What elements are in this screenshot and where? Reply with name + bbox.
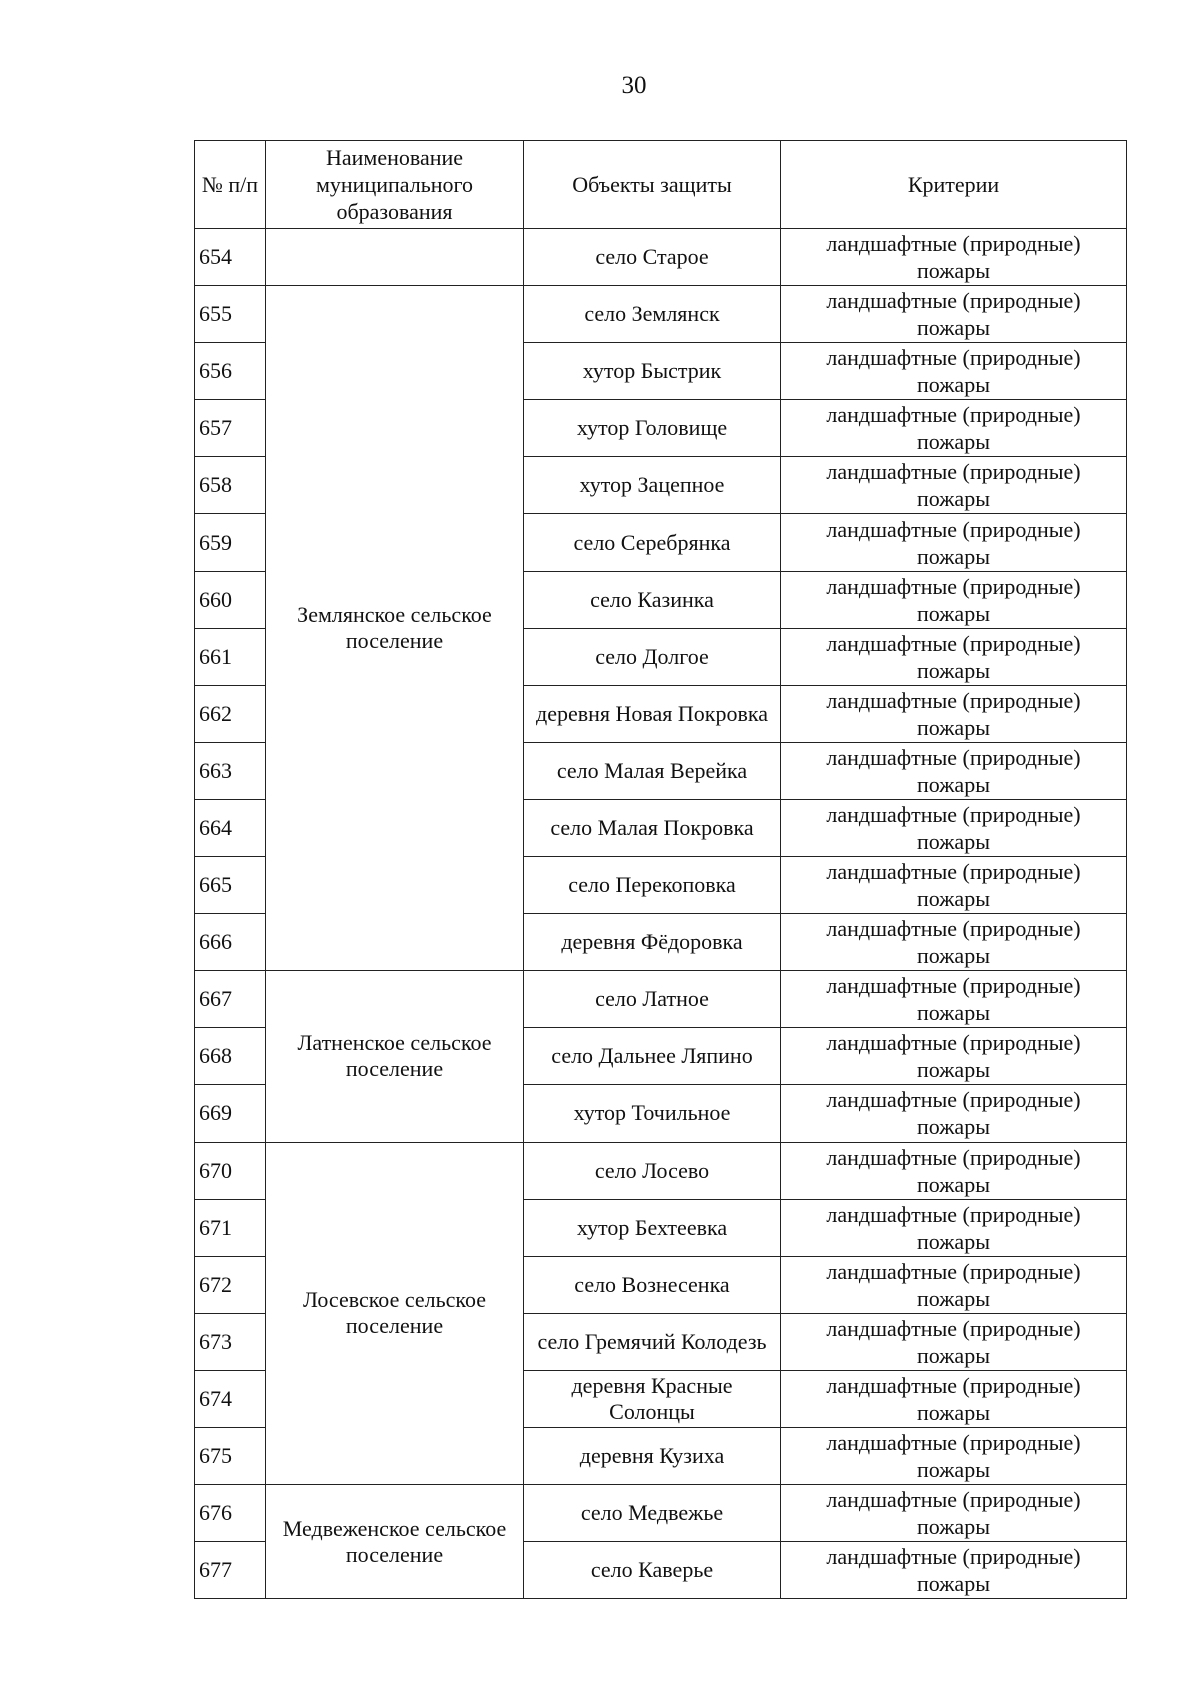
protection-object: село Каверье (524, 1542, 781, 1599)
criteria-line-2: пожары (917, 1457, 990, 1483)
table-row (195, 286, 1127, 343)
criteria-line-2: пожары (917, 1114, 990, 1140)
criteria-line-1: ландшафтные (природные) (826, 1430, 1081, 1456)
criteria-cell (781, 343, 1127, 400)
criteria-line-2: пожары (917, 771, 990, 797)
row-number: 670 (195, 1142, 266, 1199)
criteria-cell (781, 685, 1127, 742)
criteria-cell (781, 400, 1127, 457)
table-row (195, 229, 1127, 286)
protection-object: село Вознесенка (524, 1256, 781, 1313)
row-number: 665 (195, 857, 266, 914)
row-number: 677 (195, 1542, 266, 1599)
criteria-line-2: пожары (917, 657, 990, 683)
criteria-cell (781, 1256, 1127, 1313)
criteria-cell (781, 914, 1127, 971)
protection-object: деревня Новая Покровка (524, 685, 781, 742)
criteria-cell (781, 1142, 1127, 1199)
criteria-line-1: ландшафтные (природные) (826, 744, 1081, 770)
criteria-line-2: пожары (917, 486, 990, 512)
criteria-cell (781, 799, 1127, 856)
table-row (195, 1485, 1127, 1542)
criteria-line-1: ландшафтные (природные) (826, 973, 1081, 999)
criteria-line-1: ландшафтные (природные) (826, 516, 1081, 542)
protection-object: хутор Точильное (524, 1085, 781, 1142)
header-number: № п/п (195, 141, 266, 229)
protection-object: хутор Зацепное (524, 457, 781, 514)
criteria-line-1: ландшафтные (природные) (826, 288, 1081, 314)
criteria-line-2: пожары (917, 1057, 990, 1083)
protection-object: деревня Красные Солонцы (524, 1370, 781, 1427)
row-number: 675 (195, 1427, 266, 1484)
criteria-line-1: ландшафтные (природные) (826, 1315, 1081, 1341)
criteria-line-2: пожары (917, 372, 990, 398)
criteria-cell (781, 514, 1127, 571)
criteria-cell (781, 1370, 1127, 1427)
criteria-line-2: пожары (917, 714, 990, 740)
criteria-line-1: ландшафтные (природные) (826, 1372, 1081, 1398)
criteria-line-2: пожары (917, 258, 990, 284)
protection-object: село Старое (524, 229, 781, 286)
table-row (195, 1142, 1127, 1199)
criteria-line-1: ландшафтные (природные) (826, 801, 1081, 827)
criteria-line-1: ландшафтные (природные) (826, 630, 1081, 656)
row-number: 669 (195, 1085, 266, 1142)
criteria-line-2: пожары (917, 1000, 990, 1026)
municipality-name (266, 229, 524, 286)
page-number: 30 (621, 72, 647, 99)
row-number: 664 (195, 799, 266, 856)
criteria-line-1: ландшафтные (природные) (826, 687, 1081, 713)
row-number: 655 (195, 286, 266, 343)
protection-object: хутор Быстрик (524, 343, 781, 400)
criteria-line-2: пожары (917, 1228, 990, 1254)
row-number: 661 (195, 628, 266, 685)
municipality-name: Латненское сельское поселение (266, 971, 524, 1142)
row-number: 676 (195, 1485, 266, 1542)
criteria-cell (781, 571, 1127, 628)
criteria-cell (781, 1085, 1127, 1142)
protection-object: село Лосево (524, 1142, 781, 1199)
row-number: 659 (195, 514, 266, 571)
protection-object: село Казинка (524, 571, 781, 628)
criteria-line-2: пожары (917, 943, 990, 969)
criteria-line-2: пожары (917, 600, 990, 626)
criteria-line-1: ландшафтные (природные) (826, 1258, 1081, 1284)
row-number: 663 (195, 742, 266, 799)
criteria-line-2: пожары (917, 1571, 990, 1597)
row-number: 673 (195, 1313, 266, 1370)
criteria-line-1: ландшафтные (природные) (826, 231, 1081, 257)
criteria-line-2: пожары (917, 886, 990, 912)
criteria-cell (781, 1542, 1127, 1599)
criteria-line-2: пожары (917, 429, 990, 455)
criteria-cell (781, 1313, 1127, 1370)
criteria-line-1: ландшафтные (природные) (826, 573, 1081, 599)
protection-object: село Малая Покровка (524, 799, 781, 856)
criteria-line-1: ландшафтные (природные) (826, 1487, 1081, 1513)
municipality-name: Землянское сельское поселение (266, 286, 524, 971)
protection-object: село Малая Верейка (524, 742, 781, 799)
protection-object: село Перекоповка (524, 857, 781, 914)
row-number: 667 (195, 971, 266, 1028)
criteria-line-2: пожары (917, 543, 990, 569)
criteria-cell (781, 1485, 1127, 1542)
criteria-line-1: ландшафтные (природные) (826, 1544, 1081, 1570)
protection-object: хутор Головище (524, 400, 781, 457)
criteria-cell (781, 1028, 1127, 1085)
criteria-line-2: пожары (917, 1342, 990, 1368)
criteria-cell (781, 857, 1127, 914)
criteria-cell (781, 1427, 1127, 1484)
criteria-line-1: ландшафтные (природные) (826, 1201, 1081, 1227)
municipality-name: Лосевское сельское поселение (266, 1142, 524, 1485)
row-number: 657 (195, 400, 266, 457)
protection-object: село Медвежье (524, 1485, 781, 1542)
row-number: 662 (195, 685, 266, 742)
criteria-line-1: ландшафтные (природные) (826, 345, 1081, 371)
protection-object: село Серебрянка (524, 514, 781, 571)
protection-object: деревня Кузиха (524, 1427, 781, 1484)
protection-object: село Дальнее Ляпино (524, 1028, 781, 1085)
row-number: 654 (195, 229, 266, 286)
row-number: 656 (195, 343, 266, 400)
row-number: 674 (195, 1370, 266, 1427)
criteria-line-1: ландшафтные (природные) (826, 1087, 1081, 1113)
criteria-line-1: ландшафтные (природные) (826, 1144, 1081, 1170)
header-criteria: Критерии (781, 141, 1127, 229)
criteria-cell (781, 1199, 1127, 1256)
criteria-cell (781, 286, 1127, 343)
criteria-line-1: ландшафтные (природные) (826, 1030, 1081, 1056)
table-row (195, 971, 1127, 1028)
protection-object: хутор Бехтеевка (524, 1199, 781, 1256)
criteria-line-1: ландшафтные (природные) (826, 459, 1081, 485)
row-number: 660 (195, 571, 266, 628)
criteria-cell (781, 457, 1127, 514)
criteria-line-2: пожары (917, 828, 990, 854)
criteria-line-1: ландшафтные (природные) (826, 402, 1081, 428)
criteria-line-2: пожары (917, 315, 990, 341)
criteria-line-2: пожары (917, 1514, 990, 1540)
criteria-cell (781, 742, 1127, 799)
row-number: 668 (195, 1028, 266, 1085)
criteria-line-1: ландшафтные (природные) (826, 859, 1081, 885)
protection-object: село Долгое (524, 628, 781, 685)
municipality-name: Медвеженское сельское поселение (266, 1485, 524, 1599)
criteria-cell (781, 971, 1127, 1028)
protection-object: деревня Фёдоровка (524, 914, 781, 971)
protection-objects-table (194, 140, 1127, 1599)
criteria-cell (781, 229, 1127, 286)
row-number: 672 (195, 1256, 266, 1313)
header-protection-objects: Объекты защиты (524, 141, 781, 229)
table-header-row (195, 141, 1127, 229)
protection-object: село Гремячий Колодезь (524, 1313, 781, 1370)
criteria-line-2: пожары (917, 1171, 990, 1197)
protection-object: село Латное (524, 971, 781, 1028)
criteria-line-2: пожары (917, 1285, 990, 1311)
table-body (195, 229, 1127, 1599)
row-number: 671 (195, 1199, 266, 1256)
protection-object: село Землянск (524, 286, 781, 343)
criteria-line-1: ландшафтные (природные) (826, 916, 1081, 942)
row-number: 666 (195, 914, 266, 971)
header-municipality: Наименование муниципального образования (266, 141, 524, 229)
criteria-line-2: пожары (917, 1399, 990, 1425)
criteria-cell (781, 628, 1127, 685)
row-number: 658 (195, 457, 266, 514)
